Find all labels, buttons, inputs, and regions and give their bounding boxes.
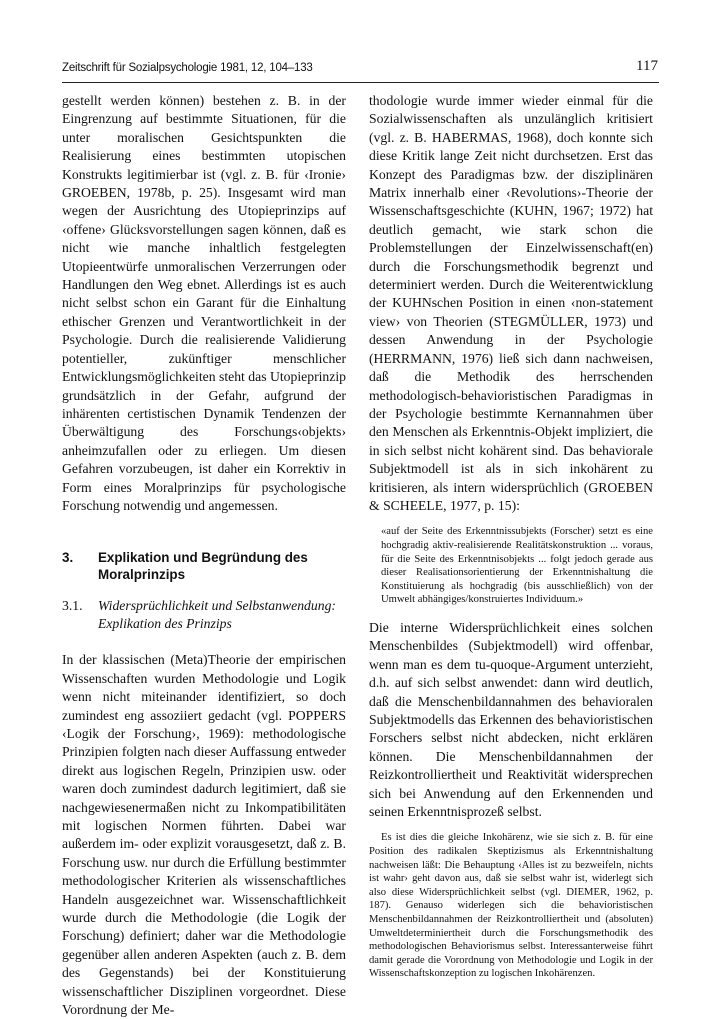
left-column	[62, 92, 346, 1019]
left-paragraph-2: In der klassischen (Meta)Theorie der empirischen Wissenschaften wurden Methodologie und Logik wenn nicht miteinander identifiziert, so doch zumindest eng assoziiert gedacht (vgl. POPPERS ‹Logik der Forschung›, 1969): methodologische Prinzipien folgten nach dieser Auffassung entweder direkt aus logischen Regeln, Prinzipien usw. oder waren doch zumindest dadurch legitimiert, daß sie nachgewiesenermaßen nicht zu Inkompatibilitäten mit logischen Normen führten. Dabei war außerdem im- oder explizit vorausgesetzt, daß z. B. Forschung usw. nur durch die Erfüllung bestimmter methodologischer Kriterien als wissenschaftliches Handeln ausgezeichnet war. Wissenschaftlichkeit wurde durch die Methodologie (die Logik der Forschung) definiert; daher war die Methodologie gegenüber allen anderen Aspekten (auch z. B. dem des Gegenstands) bei der Konstituierung wissenschaftlicher Disziplinen vorgeordnet. Diese Vorordnung der Me-	[62, 652, 346, 1018]
subsection-number: 3.1.	[62, 598, 83, 614]
section-title: Explikation und Begründung des Moralprinzips	[98, 550, 308, 583]
block-quote: «auf der Seite des Erkenntnissubjekts (Forscher) setzt es eine hochgradig aktiv-realisierende Realitätskonstruktion ... voraus, für die Seite des Erkenntnisobjekts ... folgt jedoch gerade aus dieser Realisationsorientierung der Erkenntnishaltung die Konstituierung als hochgradig (bis ausschließlich) von der Umwelt abhängiges/konstruiertes Individuum.»	[381, 526, 653, 606]
left-paragraph-1: gestellt werden können) bestehen z. B. in der Eingrenzung auf bestimmte Situationen, für die unter moralischen Gesichtspunkten die Realisierung eines bestimmten utopischen Konstrukts legitimierbar ist (vgl. z. B. für ‹Ironie› GROEBEN, 1978b, p. 25). Insgesamt wird man wegen der Ausrichtung des Utopieprinzips auf ‹offene› Glücksvorstellungen sagen können, daß es nicht wie manche inhaltlich festgelegten Utopieentwürfe unmoralischen Verzerrungen oder Handlungen den Weg ebnet. Allerdings ist es auch nicht selbst schon ein Garant für die Einhaltung ethischer Grenzen und Verantwortlichkeit in der Psychologie. Durch die realisierende Validierung potentieller, zukünftiger menschlicher Entwicklungsmöglichkeiten steht das Utopieprinzip grundsätzlich in der Gefahr, aufgrund der inhärenten certistischen Dynamik Tendenzen der Überwältigung des Forschungs‹objekts› anheimzufallen oder zu erliegen. Um diesen Gefahren vorzubeugen, ist daher ein Korrektiv in Form eines Moralprinzips für psychologische Forschung notwendig und angemessen.	[62, 93, 346, 513]
section-number: 3.	[62, 550, 74, 566]
right-paragraph-2: Die interne Widersprüchlichkeit eines solchen Menschenbildes (Subjektmodell) wird offenbar, wenn man es dem tu-quoque-Argument unterzieht, d.h. auf sich selbst anwendet: dann wird deutlich, daß die Menschenbildannahmen des behavioralen Subjektmodells das Erkennen des behavioristischen Forschers selbst nicht abdecken, nicht erklären können. Die Menschenbildannahmen der Reizkontrolliertheit und Reaktivität widersprechen sich bei Anwendung auf den Erkennenden und seinen Erkenntnisprozeß selbst.	[369, 619, 653, 819]
page-number: 117	[636, 58, 658, 74]
section-heading	[62, 549, 346, 583]
footnote-paragraph: Es ist dies die gleiche Inkohärenz, wie sie sich z. B. für eine Position des radikalen Skeptizismus als Erkenntnishaltung nachweisen läßt: Die Behauptung ‹Alles ist zu bezweifeln, nichts ist wahr› geht davon aus, daß sie selbst wahr ist, widerlegt sich also diese Widersprüchlichkeit selbst (vgl. DIEMER, 1962, p. 187). Genauso widerlegen sich die behavioristischen Menschenbildannahmen der Reizkontrolliertheit und (absoluten) Umweltdeterminiertheit durch die Forschungsmethodik des methodologischen Behaviorismus selbst. Interessanterweise führt damit gerade die Vorordnung von Methodologie und Logik in der Wissenschaftskonzeption zu logischen Inkohärenzen.	[369, 832, 653, 980]
right-paragraph-1: thodologie wurde immer wieder einmal für die Sozialwissenschaften als unzulänglich kritisiert (vgl. z. B. HABERMAS, 1968), doch konnte sich diese Kritik lange Zeit nicht durchsetzen. Erst das Konzept des Paradigmas bzw. der disziplinären Matrix innerhalb einer ‹Revolutions›-Theorie der Wissenschaftsgeschichte (KUHN, 1967; 1972) hat deutlich gemacht, wie stark schon die Problemstellungen der Einzelwissenschaft(en) durch die Forschungsmethodik begrenzt und determiniert werden. Durch die Weiterentwicklung der KUHNschen Position in einen ‹non-statement view› von Theorien (STEGMÜLLER, 1973) und dessen Anwendung in der Psychologie (HERRMANN, 1976) ließ sich dann nachweisen, daß die Methodik des herrschenden methodologisch-behavioristischen Paradigmas in der Psychologie bestimmte Kernannahmen über den Menschen als Erkenntnis-Objekt impliziert, die in sich selbst nicht kohärent sind. Das behaviorale Subjektmodell ist als in sich inkohärent zu kritisieren, als intern widersprüchlich (GROEBEN & SCHEELE, 1977, p. 15):	[369, 93, 653, 513]
running-head: Zeitschrift für Sozialpsychologie 1981, 12, 104–133	[62, 62, 313, 74]
header-rule	[62, 82, 659, 83]
subsection-title: Widersprüchlichkeit und Selbstanwendung: Explikation des Prinzips	[98, 598, 336, 632]
right-column	[369, 92, 653, 981]
subsection-heading	[62, 597, 346, 633]
